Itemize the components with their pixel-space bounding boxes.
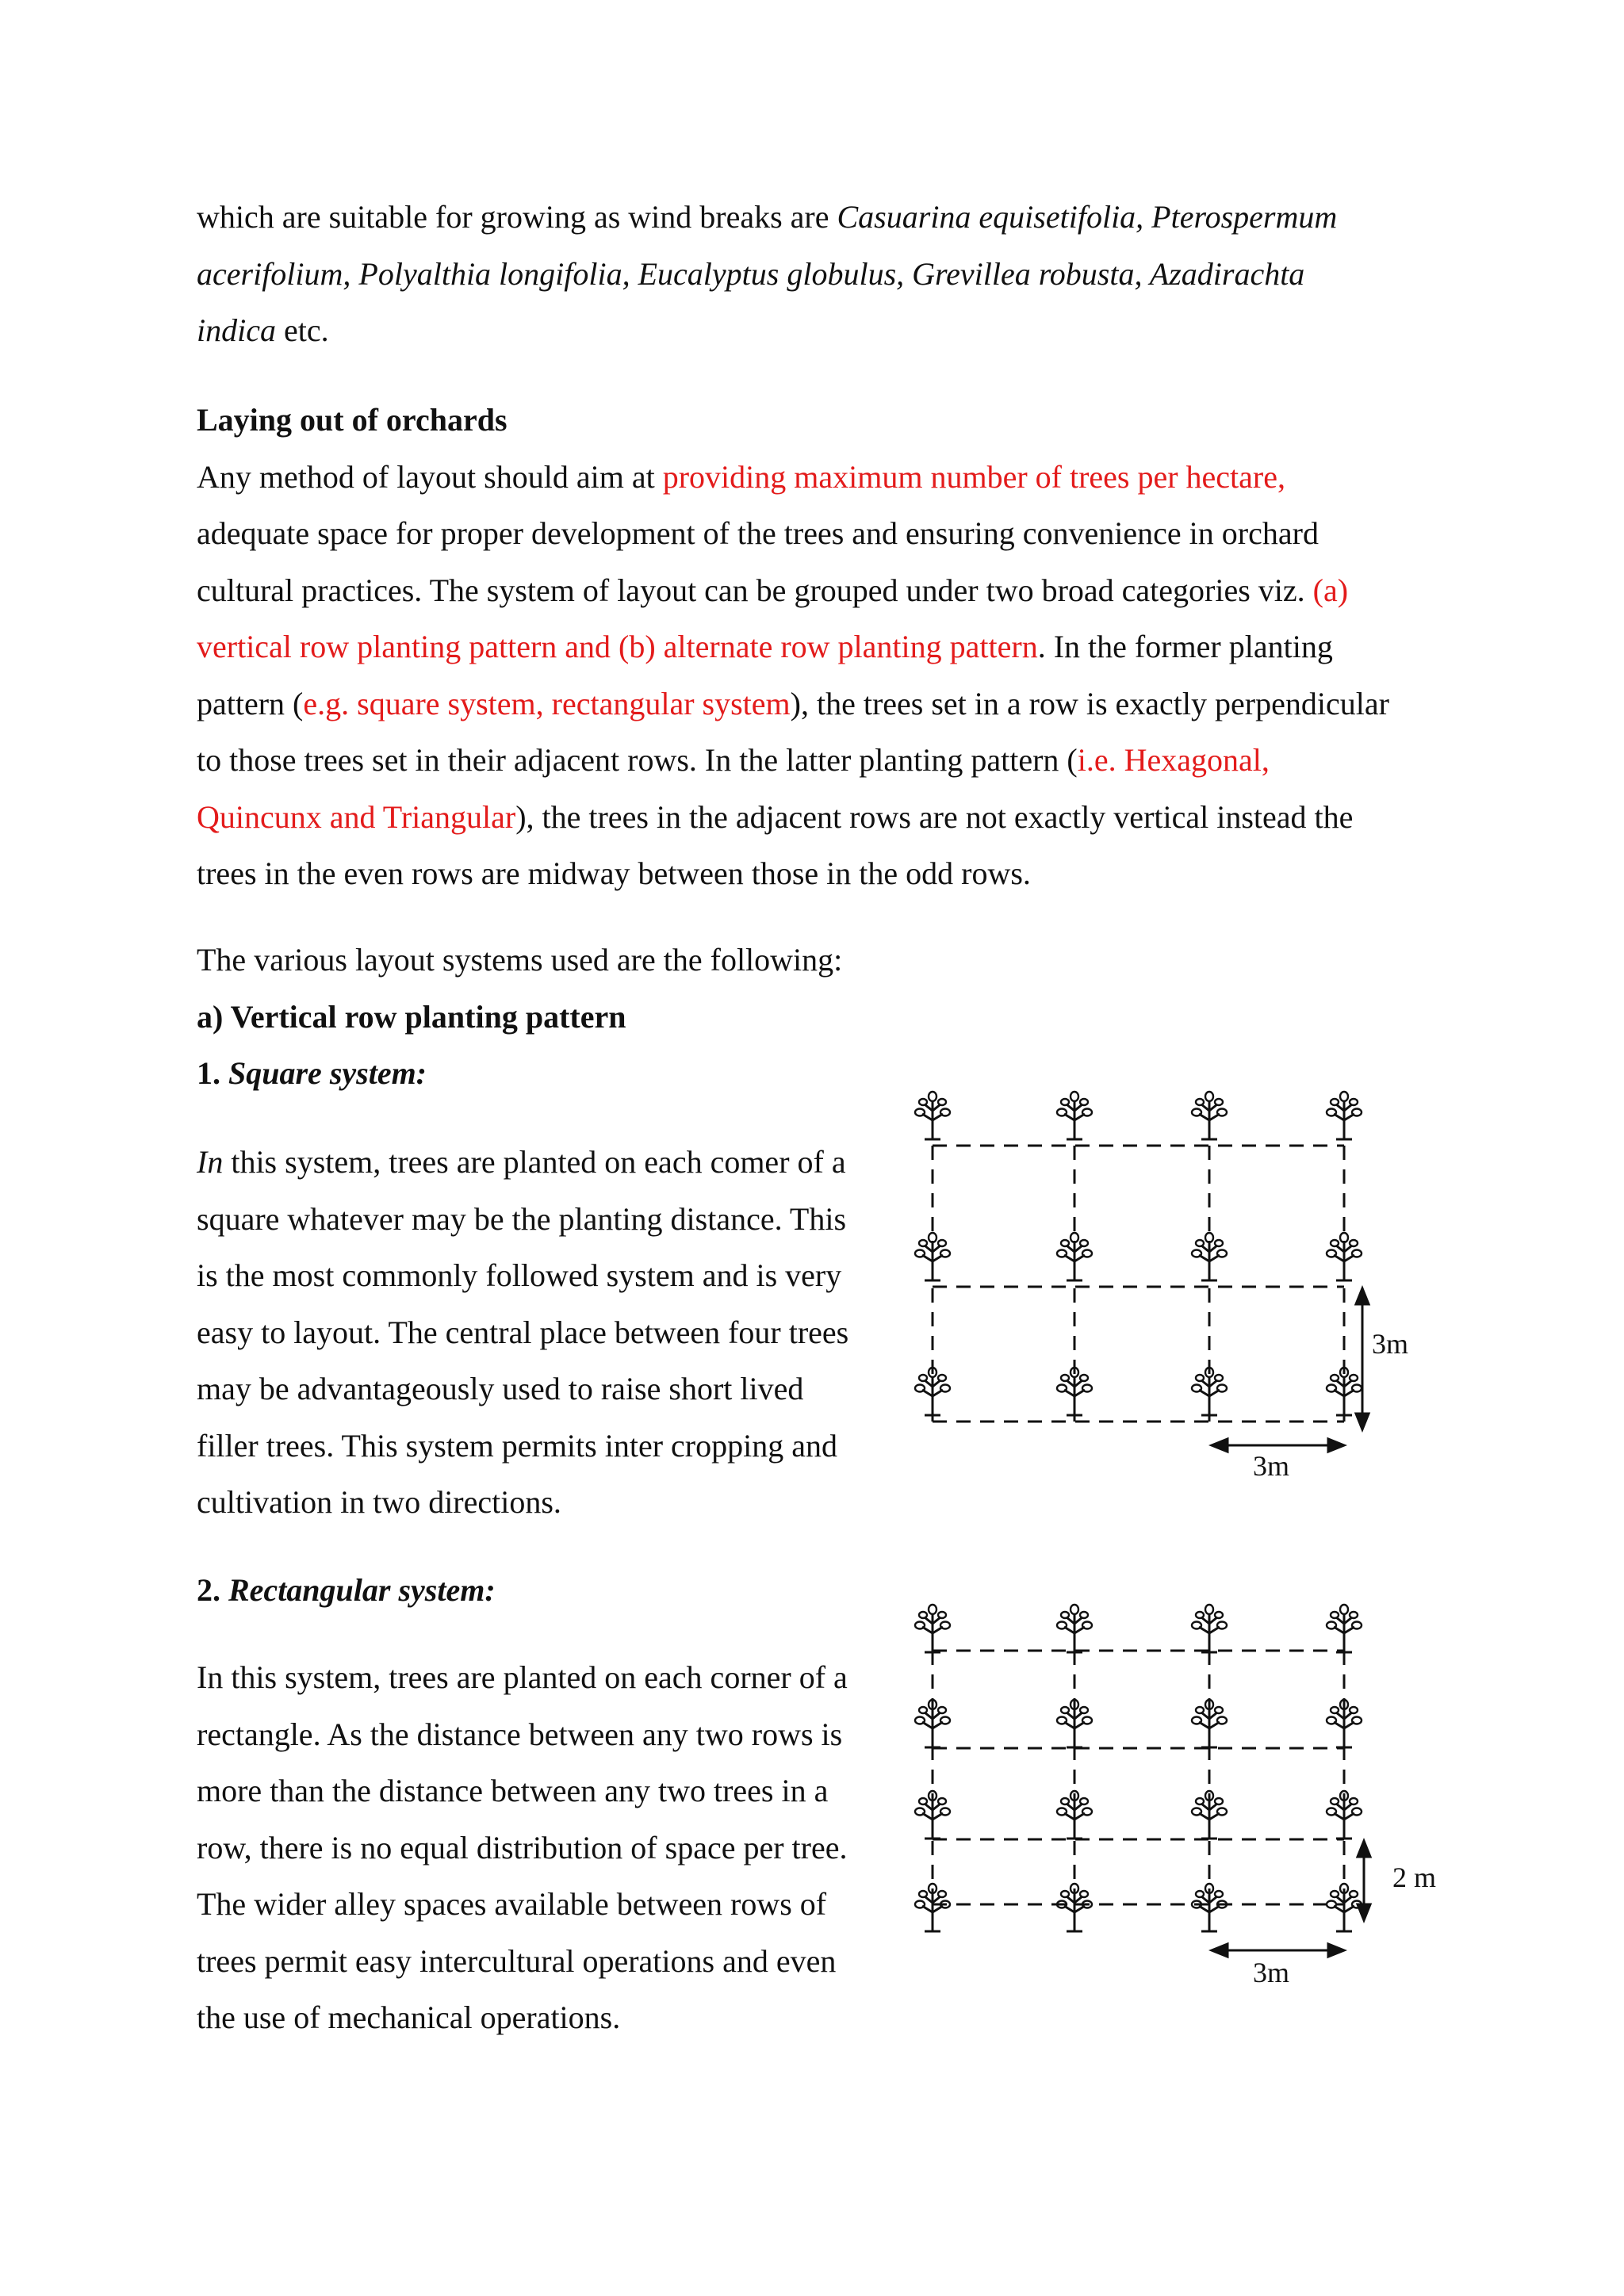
highlight-text: vertical row planting pattern and (b) alternate row planting pattern xyxy=(197,629,1038,664)
square-text: In xyxy=(197,1144,224,1180)
square-text: this system, trees are planted on each comer of a xyxy=(223,1144,846,1180)
tree-icon xyxy=(915,1092,950,1139)
species-list-2: acerifolium, Polyalthia longifolia, Eucalyptus globulus, Grevillea robusta, Azadirachta xyxy=(197,255,1305,292)
rectangular-diagram xyxy=(896,1586,1467,2006)
tree-icon xyxy=(1327,1092,1362,1139)
tree-icon xyxy=(1192,1605,1227,1652)
layouts-intro xyxy=(197,932,842,1102)
square-text: square whatever may be the planting distance. This xyxy=(197,1200,847,1237)
rect-number: 2. xyxy=(197,1572,228,1608)
section-text: . In the former planting xyxy=(1037,629,1333,664)
square-paragraph xyxy=(197,1134,848,1531)
section-text: to those trees set in their adjacent rows. In the latter planting pattern ( xyxy=(197,742,1078,778)
highlight-text: i.e. Hexagonal, xyxy=(1077,742,1270,778)
rect-heading-block xyxy=(197,1562,496,1619)
rect-text: the use of mechanical operations. xyxy=(197,1999,621,2035)
square-diagram xyxy=(896,1074,1451,1487)
vertical-spacing-label: 3m xyxy=(1372,1328,1409,1360)
highlight-text: (a) xyxy=(1312,572,1349,608)
tree-icon xyxy=(1057,1368,1092,1415)
rect-paragraph xyxy=(197,1649,848,2046)
square-text: is the most commonly followed system and is very xyxy=(197,1257,842,1293)
section-text: trees in the even rows are midway between those in the odd rows. xyxy=(197,855,1031,891)
tree-icon xyxy=(1327,1233,1362,1280)
tree-icon xyxy=(1057,1233,1092,1280)
section-heading: Laying out of orchards xyxy=(197,402,508,438)
section-text: pattern ( xyxy=(197,685,304,721)
tree-icon xyxy=(915,1368,950,1415)
section-text: cultural practices. The system of layout can be grouped under two broad categories viz. xyxy=(197,572,1313,608)
subheading-vertical: a) Vertical row planting pattern xyxy=(197,998,626,1035)
highlight-text: providing maximum number of trees per hectare, xyxy=(662,458,1285,495)
rect-title: Rectangular system: xyxy=(228,1572,496,1608)
tree-icon xyxy=(1057,1092,1092,1139)
section-text: Any method of layout should aim at xyxy=(197,458,663,495)
tree-icon xyxy=(1192,1233,1227,1280)
section-text: adequate space for proper development of the trees and ensuring convenience in orchard xyxy=(197,515,1319,551)
highlight-text: Quincunx and Triangular xyxy=(197,798,516,835)
vertical-spacing-label: 2 m xyxy=(1392,1862,1437,1893)
layout-section xyxy=(197,392,1389,902)
rect-text: In this system, trees are planted on each corner of a xyxy=(197,1659,848,1695)
square-text: may be advantageously used to raise short lived xyxy=(197,1371,804,1406)
rectangular-system-figure xyxy=(896,1586,1467,2006)
square-title: Square system: xyxy=(228,1055,427,1091)
intro-etc: etc. xyxy=(275,312,329,348)
intro-text: which are suitable for growing as wind breaks are xyxy=(197,199,837,235)
layouts-intro-text: The various layout systems used are the following: xyxy=(197,942,843,978)
tree-icon xyxy=(1057,1605,1092,1652)
horizontal-spacing-label: 3m xyxy=(1253,1957,1290,1988)
square-system-figure xyxy=(896,1074,1451,1487)
tree-icon xyxy=(1327,1368,1362,1415)
rect-text: trees permit easy intercultural operations and even xyxy=(197,1942,837,1979)
square-text: cultivation in two directions. xyxy=(197,1484,561,1520)
intro-paragraph xyxy=(197,189,1337,359)
rect-text: more than the distance between any two trees in a xyxy=(197,1773,829,1808)
species-list-1: Casuarina equisetifolia, Pterospermum xyxy=(837,199,1338,235)
square-text: filler trees. This system permits inter cropping and xyxy=(197,1427,837,1464)
horizontal-spacing-label: 3m xyxy=(1253,1450,1290,1482)
square-text: easy to layout. The central place between four trees xyxy=(197,1314,849,1350)
tree-icon xyxy=(915,1605,950,1652)
rect-text: The wider alley spaces available between rows of xyxy=(197,1886,827,1922)
highlight-text: e.g. square system, rectangular system xyxy=(303,685,791,721)
section-text: ), the trees in the adjacent rows are not exactly vertical instead the xyxy=(515,798,1354,835)
rect-text: row, there is no equal distribution of space per tree. xyxy=(197,1829,848,1866)
square-number: 1. xyxy=(197,1055,228,1091)
species-list-3: indica xyxy=(197,312,276,348)
tree-icon xyxy=(1327,1605,1362,1652)
tree-icon xyxy=(1192,1368,1227,1415)
tree-icon xyxy=(915,1233,950,1280)
section-text: ), the trees set in a row is exactly perpendicular xyxy=(790,685,1389,721)
rect-text: rectangle. As the distance between any two rows is xyxy=(197,1716,843,1752)
tree-icon xyxy=(1192,1092,1227,1139)
